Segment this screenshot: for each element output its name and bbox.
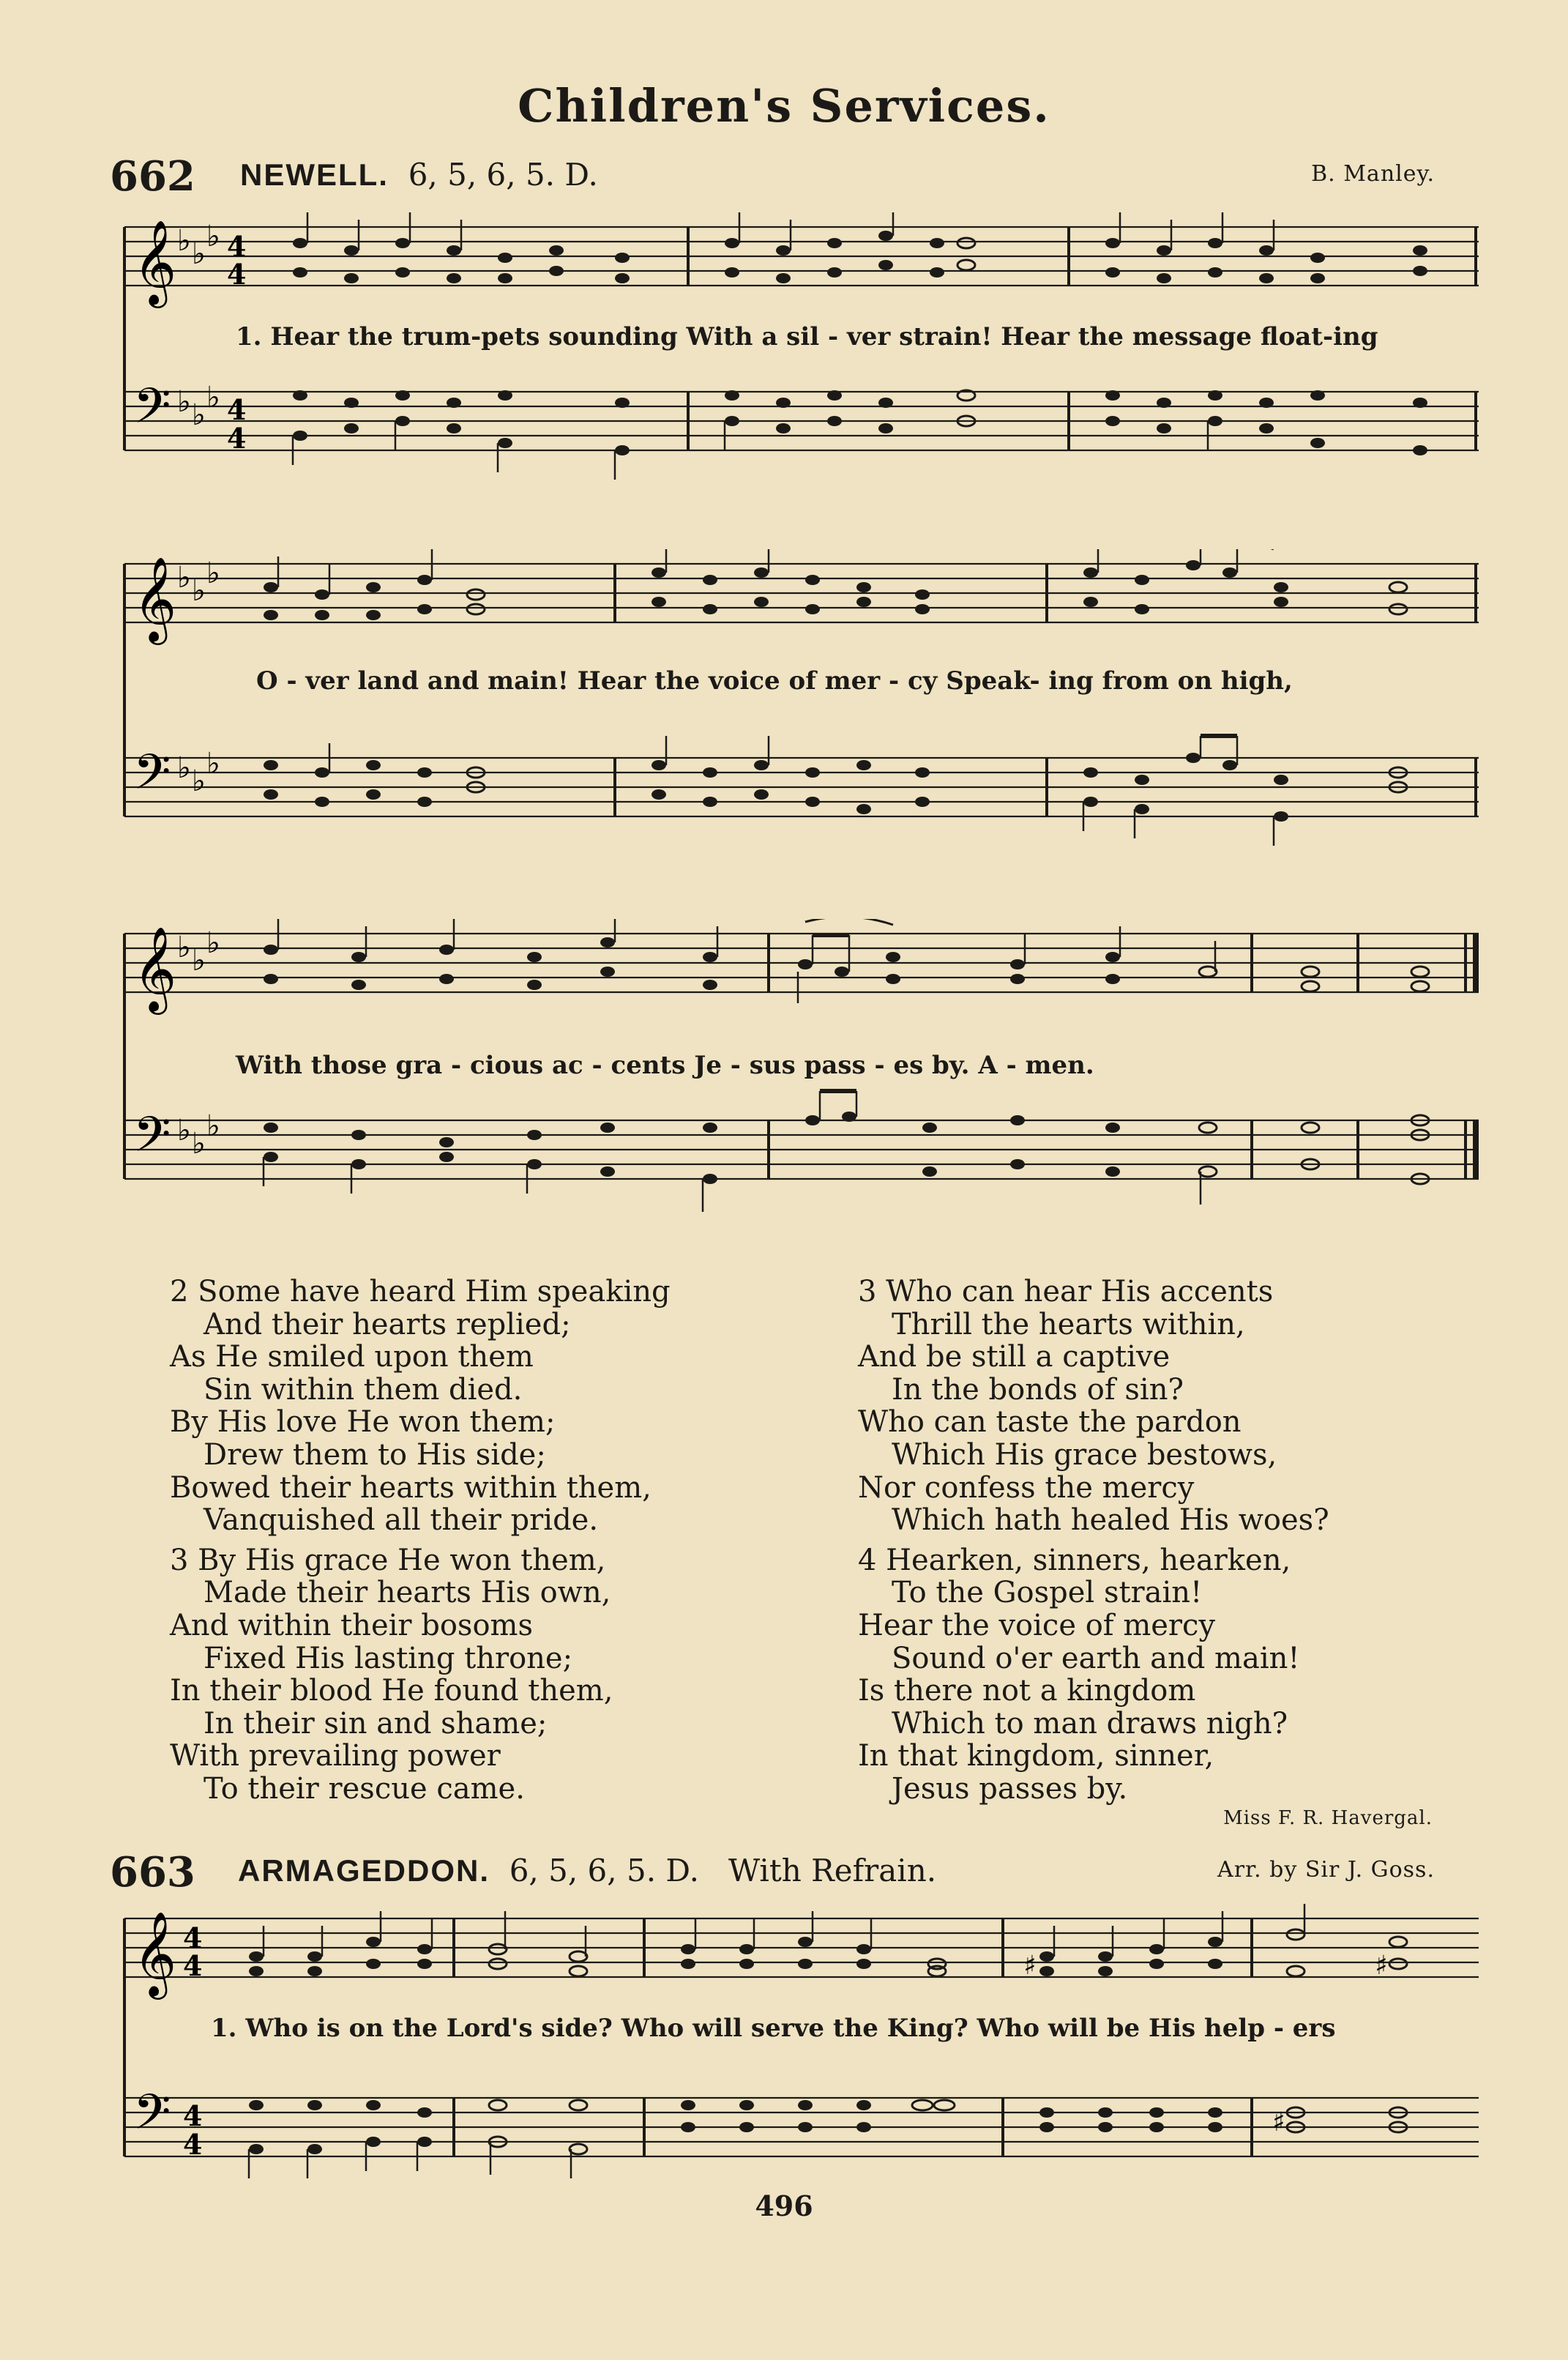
verse-line: Hear the voice of mercy <box>858 1608 1216 1642</box>
svg-text:𝄢: 𝄢 <box>133 378 171 446</box>
verse-line: 3 Who can hear His accents <box>858 1275 1274 1309</box>
verse-line: Sin within them died. <box>204 1372 523 1407</box>
svg-text:𝄞: 𝄞 <box>133 219 177 305</box>
music-system-1 <box>110 212 1486 491</box>
svg-text:4: 4 <box>227 393 247 426</box>
tune-line <box>240 157 598 193</box>
verse-line: And be still a captive <box>858 1340 1171 1374</box>
lyric-line-2: O - ver land and main! Hear the voice of mer - cy Speak- ing from on high, <box>256 666 1293 696</box>
verse-line: With prevailing power <box>170 1739 501 1773</box>
verse-line: As He smiled upon them <box>170 1340 534 1374</box>
tune-line <box>238 1853 936 1888</box>
verse-line: By His love He won them; <box>170 1405 556 1440</box>
svg-text:4: 4 <box>183 1921 203 1954</box>
verse-line: Made their hearts His own, <box>204 1576 611 1610</box>
music-system-4 <box>110 1904 1486 2189</box>
svg-text:♭: ♭ <box>177 751 191 785</box>
staff-notation <box>110 212 1486 491</box>
author-credit: Miss F. R. Havergal. <box>1223 1807 1433 1829</box>
svg-text:♭: ♭ <box>206 556 220 590</box>
verse-line: Nor confess the mercy <box>858 1470 1195 1505</box>
verse-line: Jesus passes by. <box>892 1771 1128 1806</box>
svg-text:♯: ♯ <box>1375 1950 1388 1981</box>
verse-line: Fixed His lasting throne; <box>204 1641 573 1675</box>
composer: B. Manley. <box>1311 161 1435 187</box>
svg-text:♭: ♭ <box>192 943 206 978</box>
verse-line: Which His grace bestows, <box>892 1437 1277 1472</box>
music-system-3 <box>110 919 1486 1226</box>
verse-line: Who can taste the pardon <box>858 1405 1242 1440</box>
svg-text:𝄢: 𝄢 <box>133 1106 171 1175</box>
verse-line: Vanquished all their pride. <box>204 1503 599 1538</box>
svg-text:♭: ♭ <box>177 930 191 964</box>
svg-text:𝄢: 𝄢 <box>133 2084 171 2152</box>
music-system-2 <box>110 549 1486 857</box>
verse-line: Thrill the hearts within, <box>892 1307 1245 1341</box>
verse-line: Which hath healed His woes? <box>892 1503 1329 1538</box>
verse-line: In that kingdom, sinner, <box>858 1739 1214 1773</box>
verse-line: To their rescue came. <box>204 1771 525 1806</box>
verse-line: 4 Hearken, sinners, hearken, <box>858 1543 1291 1577</box>
svg-text:4: 4 <box>227 230 247 263</box>
svg-text:𝄞: 𝄞 <box>133 926 177 1011</box>
verse-line: And within their bosoms <box>170 1608 533 1642</box>
meter: 6, 5, 6, 5. D. <box>408 157 598 193</box>
verse-column-right <box>858 1276 1329 1806</box>
svg-text:𝄞: 𝄞 <box>133 556 177 641</box>
svg-text:♯: ♯ <box>1272 2107 1285 2137</box>
hymn-663-header <box>110 1848 1435 1899</box>
svg-text:4: 4 <box>183 2128 203 2161</box>
svg-text:♭: ♭ <box>206 1109 220 1143</box>
svg-text:4: 4 <box>183 2099 203 2132</box>
svg-text:♭: ♭ <box>192 398 206 432</box>
hymn-number: 663 <box>110 1848 195 1896</box>
lyric-line-3: With those gra - cious ac - cents Je - sus pass - es by. A - men. <box>236 1051 1094 1080</box>
svg-text:♭: ♭ <box>206 746 220 781</box>
svg-text:♭: ♭ <box>177 560 191 595</box>
svg-text:♭: ♭ <box>192 764 206 798</box>
svg-text:♭: ♭ <box>192 1126 206 1161</box>
verse-line: Bowed their hearts within them, <box>170 1470 652 1505</box>
verse-line: Drew them to His side; <box>204 1437 546 1472</box>
tune-name: NEWELL. <box>240 157 389 192</box>
lyric-line-4: 1. Who is on the Lord's side? Who will serve the King? Who will be His help - ers <box>211 2014 1336 2043</box>
svg-text:4: 4 <box>227 258 247 291</box>
verse-column-left <box>170 1276 671 1806</box>
composer: Arr. by Sir J. Goss. <box>1217 1857 1435 1883</box>
hymn-662-header <box>110 152 1435 204</box>
svg-text:♭: ♭ <box>206 926 220 960</box>
verse-line: And their hearts replied; <box>204 1307 571 1341</box>
verse-line: In the bonds of sin? <box>892 1372 1184 1407</box>
svg-text:♯: ♯ <box>1023 1950 1037 1981</box>
verse-line: 2 Some have heard Him speaking <box>170 1275 671 1309</box>
verse-line: To the Gospel strain! <box>892 1576 1203 1610</box>
svg-text:4: 4 <box>227 422 247 455</box>
verse-line: 3 By His grace He won them, <box>170 1543 606 1577</box>
svg-text:♭: ♭ <box>192 573 206 608</box>
verse-line: Which to man draws nigh? <box>892 1706 1288 1741</box>
meter: 6, 5, 6, 5. D. <box>509 1853 699 1888</box>
verse-line: In their sin and shame; <box>204 1706 548 1741</box>
svg-text:♭: ♭ <box>206 219 220 253</box>
verse-line: Is there not a kingdom <box>858 1674 1196 1708</box>
hymn-number: 662 <box>110 152 195 201</box>
svg-text:4: 4 <box>183 1949 203 1982</box>
section-title: Children's Services. <box>518 79 1050 133</box>
svg-text:♭: ♭ <box>206 380 220 414</box>
verse-line: Sound o'er earth and main! <box>892 1641 1300 1675</box>
staff-notation <box>110 549 1486 857</box>
tune-name: ARMAGEDDON. <box>238 1853 490 1888</box>
svg-text:𝄞: 𝄞 <box>133 1910 177 1996</box>
svg-text:♭: ♭ <box>192 237 206 271</box>
svg-text:♭: ♭ <box>177 384 191 419</box>
svg-text:♭: ♭ <box>177 223 191 258</box>
svg-text:♭: ♭ <box>177 1113 191 1147</box>
lyric-line-1: 1. Hear the trum-pets sounding With a sil - ver strain! Hear the message float-ing <box>236 322 1378 351</box>
staff-notation <box>110 1904 1486 2189</box>
refrain-note: With Refrain. <box>728 1853 937 1888</box>
svg-text:𝄢: 𝄢 <box>133 744 171 812</box>
verse-line: In their blood He found them, <box>170 1674 613 1708</box>
page-number: 496 <box>755 2189 813 2222</box>
